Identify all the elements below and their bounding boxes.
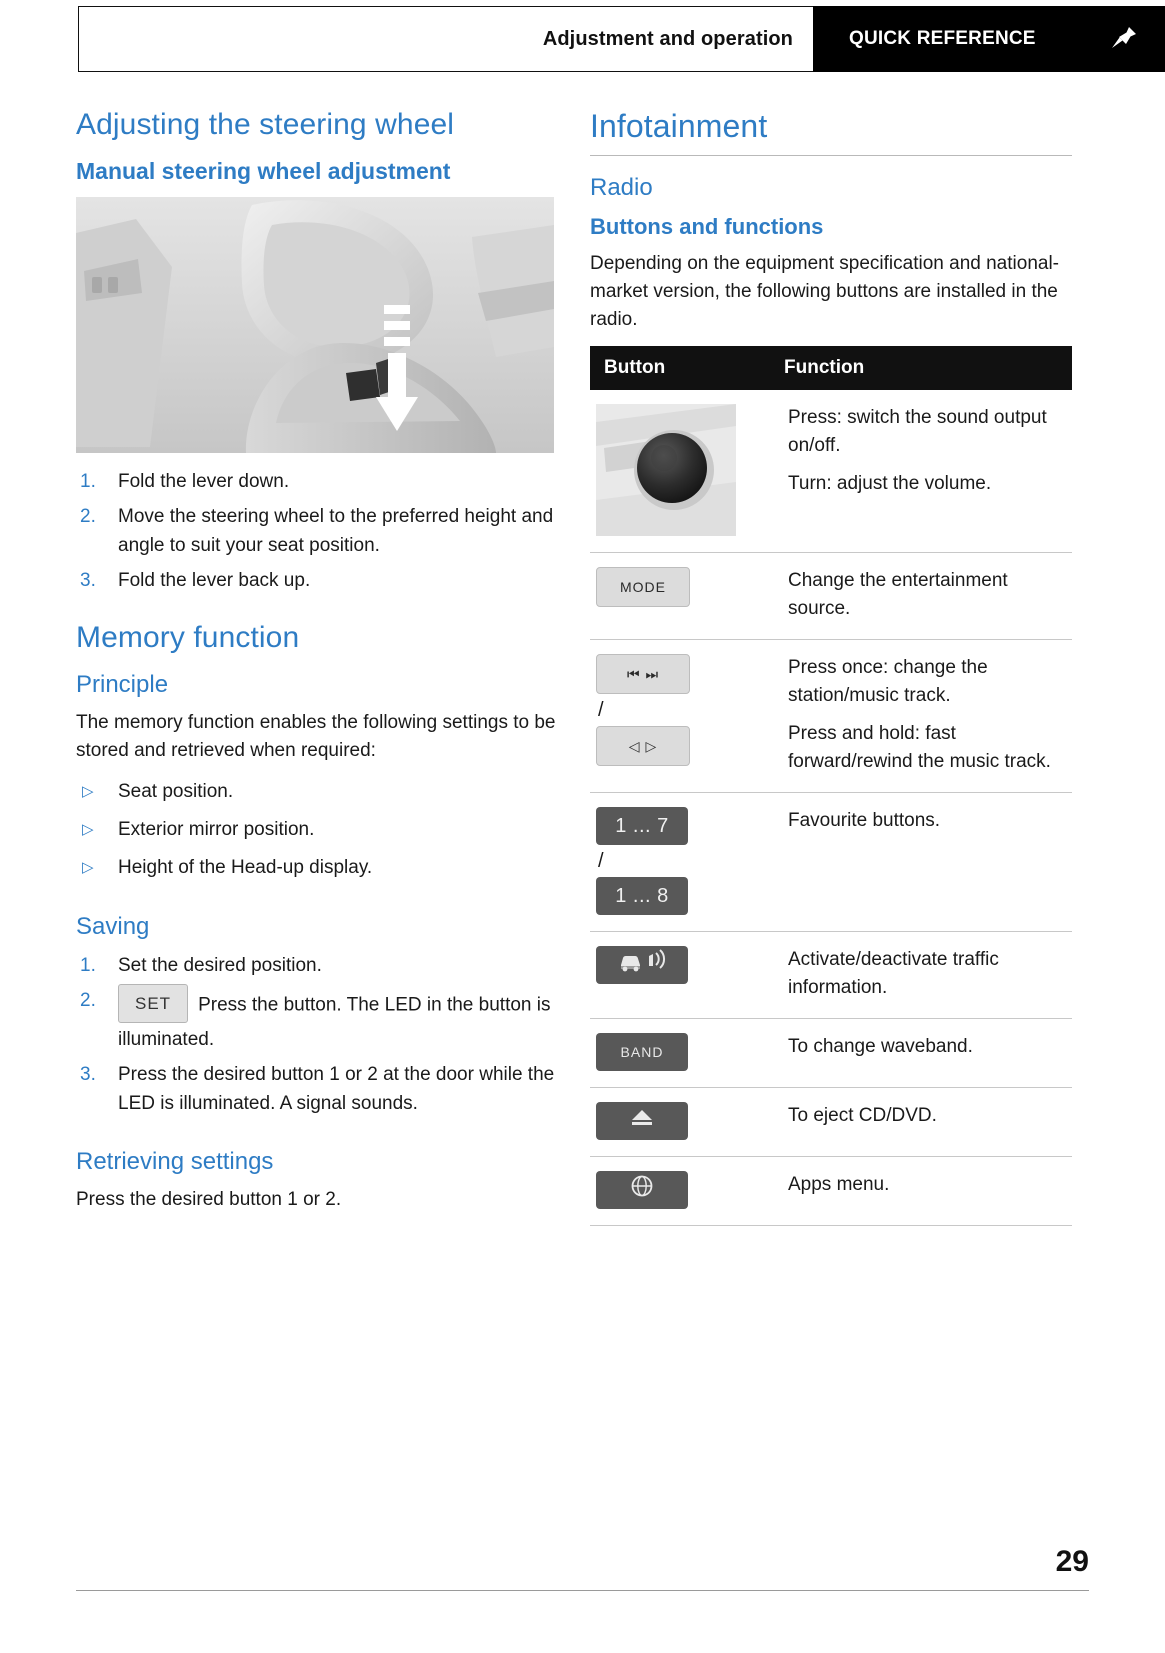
function-text: To change waveband. [788,1036,973,1057]
mode-button [590,553,770,640]
steering-wheel-heading: Adjusting the steering wheel [76,108,455,141]
saving-steps-list [76,951,556,1118]
list-item: Fold the lever down. [118,471,290,492]
function-cell [770,1088,1072,1157]
apps-menu-button [590,1157,770,1226]
favourite-1-7-chip [596,807,688,845]
quick-reference-banner [813,6,1165,72]
favourite-1-8-chip [596,877,688,915]
footer-divider [76,1590,1089,1591]
page-number: 29 [1055,1545,1089,1578]
table-row [590,932,1072,1019]
saving-heading: Saving [76,913,150,940]
separator-slash: / [598,699,604,721]
band-button [590,1019,770,1088]
function-cell [770,1019,1072,1088]
table-row [590,1088,1072,1157]
principle-text: The memory function enables the following settings to be stored and retrieved when required: [76,712,556,761]
infotainment-heading: Infotainment [590,108,1072,156]
function-text: Turn: adjust the volume. [788,473,992,494]
list-item: ▷ Seat position. [76,777,556,807]
track-skip-label: ⏮ ⏭ [626,666,660,682]
volume-knob-photo [590,390,770,553]
mode-button-chip [596,567,690,607]
table-header-row [590,346,1072,390]
function-text: Press: switch the sound output on/off. [788,407,1047,456]
buttons-functions-table [590,346,1072,1226]
table-row [590,640,1072,793]
page-header [78,6,1165,72]
principle-bullets [76,777,556,883]
traffic-information-button [590,932,770,1019]
quick-reference-label: QUICK REFERENCE [849,28,1036,49]
table-row [590,1019,1072,1088]
table-row [590,553,1072,640]
track-arrow-chip [596,726,690,766]
function-cell [770,932,1072,1019]
function-text: To eject CD/DVD. [788,1105,937,1126]
list-item: Move the steering wheel to the preferred height and angle to suit your seat position. [118,506,554,556]
eject-icon [629,1107,655,1136]
set-button-chip: SET [118,984,188,1023]
list-item: Press the desired button 1 or 2 at the door while the LED is illuminated. A signal sounds. [118,1064,555,1114]
memory-function-heading: Memory function [76,621,300,654]
track-arrow-label: ◁ ▷ [628,738,658,754]
function-cell [770,553,1072,640]
function-text: Press and hold: fast forward/rewind the music track. [788,723,1051,772]
list-item: Set the desired position. [118,955,322,976]
favourite-1-7-label: 1 ... 7 [615,815,669,837]
eject-button [590,1088,770,1157]
list-item: ▷ Height of the Head-up display. [76,853,556,883]
function-text: Favourite buttons. [788,810,941,831]
radio-heading: Radio [590,174,653,201]
principle-heading: Principle [76,671,169,698]
favourite-buttons [590,793,770,932]
table-row [590,793,1072,932]
track-skip-chip [596,654,690,694]
header-title: Adjustment and operation [542,27,793,50]
separator-slash: / [598,850,604,872]
list-item: Fold the lever back up. [118,570,311,591]
steering-wheel-lever-illustration [76,197,554,453]
table-row [590,1157,1072,1226]
eject-button-chip [596,1102,688,1140]
function-text: Apps menu. [788,1174,890,1195]
mode-button-label: MODE [620,579,666,595]
buttons-and-functions-heading: Buttons and functions [590,214,824,239]
steering-steps-list [76,467,556,595]
volume-knob-image [596,404,736,536]
list-item: ▷ Exterior mirror position. [76,815,556,845]
pin-icon [1109,24,1139,54]
manual-adjustment-heading: Manual steering wheel adjustment [76,158,451,184]
traffic-information-chip [596,946,688,984]
buttons-intro-text: Depending on the equipment specification and national-market version, the following buttons are installed in the radio. [590,253,1059,330]
table-row [590,390,1072,553]
globe-icon [629,1173,655,1208]
function-cell [770,1157,1072,1226]
function-cell [770,793,1072,932]
saving-step2-text: Press the button. The LED in the button is illuminated. [118,994,551,1050]
right-column [590,108,1072,1226]
column-header-button: Button [590,346,770,390]
list-item [76,986,556,1054]
function-text: Activate/deactivate traffic information. [788,949,999,998]
column-header-function: Function [770,346,1072,390]
favourite-1-8-label: 1 ... 8 [615,885,669,907]
band-button-chip [596,1033,688,1071]
retrieving-settings-heading: Retrieving settings [76,1148,274,1175]
apps-menu-chip [596,1171,688,1209]
track-skip-buttons [590,640,770,793]
retrieving-settings-text: Press the desired button 1 or 2. [76,1189,342,1210]
header-title-box [78,6,813,72]
function-text: Press once: change the station/music track. [788,657,988,706]
function-cell [770,640,1072,793]
left-column [76,108,556,1226]
traffic-information-icon [616,948,668,983]
function-text: Change the entertainment source. [788,570,1008,619]
band-button-label: BAND [620,1044,664,1060]
function-cell [770,390,1072,553]
